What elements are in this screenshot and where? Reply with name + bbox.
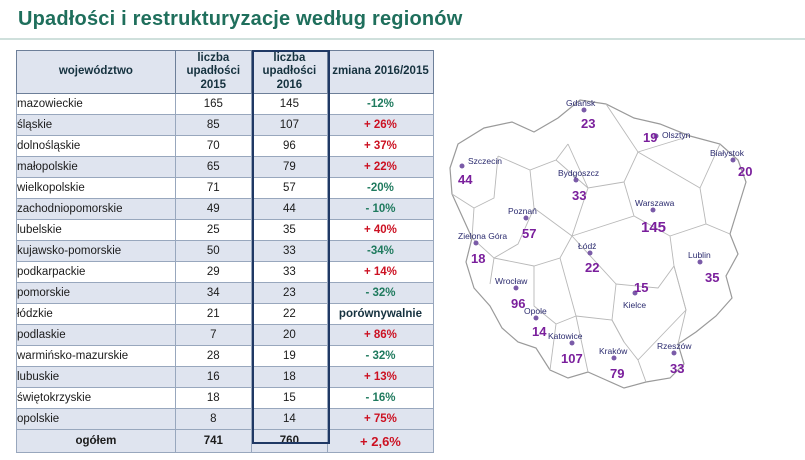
cell-2015: 29 [175,262,251,283]
city-value: 33 [572,188,587,203]
cell-change: + 26% [327,115,433,136]
city-dot [612,356,617,361]
cell-2016: 145 [251,94,327,115]
city-label: Zielona Góra [458,231,508,241]
table-row [17,409,434,430]
cell-2015: 65 [175,157,251,178]
cell-change: -20% [327,178,433,199]
page-title: Upadłości i restrukturyzacje według regionów [18,8,463,30]
city-label: Lublin [688,250,711,260]
cell-region: łódzkie [17,304,176,325]
table-header-row [17,51,434,94]
city-label: Bydgoszcz [558,168,600,178]
cell-2016: 23 [251,283,327,304]
city-value: 96 [511,296,526,311]
city-value: 22 [585,260,600,275]
cell-2015: 7 [175,325,251,346]
cell-region: dolnośląskie [17,136,176,157]
cell-region: małopolskie [17,157,176,178]
city-label: Białystok [710,148,745,158]
city-dot [588,251,593,256]
cell-region: zachodniopomorskie [17,199,176,220]
cell-2015: 85 [175,115,251,136]
total-2015: 741 [175,430,251,453]
table-row [17,325,434,346]
cell-region: pomorskie [17,283,176,304]
cell-change: + 13% [327,367,433,388]
cell-2016: 107 [251,115,327,136]
cell-region: śląskie [17,115,176,136]
cell-2016: 96 [251,136,327,157]
total-change: + 2,6% [327,430,433,453]
city-value: 145 [641,219,667,236]
regions-table-wrapper [16,50,434,453]
city-label: Wrocław [495,276,528,286]
cell-2015: 25 [175,220,251,241]
table-row [17,388,434,409]
cell-2016: 79 [251,157,327,178]
table-row [17,262,434,283]
city-dot [460,164,465,169]
cell-2015: 70 [175,136,251,157]
table-row [17,94,434,115]
city-dot [651,208,656,213]
city-value: 14 [532,324,547,339]
cell-2015: 16 [175,367,251,388]
cell-2016: 33 [251,262,327,283]
cell-2015: 21 [175,304,251,325]
table-row [17,283,434,304]
city-value: 35 [705,270,720,285]
cell-change: -12% [327,94,433,115]
cell-region: lubuskie [17,367,176,388]
city-value: 107 [561,351,583,366]
title-divider [0,38,805,40]
city-value: 33 [670,361,685,376]
cell-change: - 32% [327,346,433,367]
city-label: Warszawa [635,198,675,208]
city-label: Poznań [508,206,537,216]
total-label: ogółem [17,430,176,453]
map-regions [450,100,746,388]
city-label: Kraków [599,346,628,356]
cell-change: + 22% [327,157,433,178]
city-dot [731,158,736,163]
city-label: Kielce [623,300,647,310]
city-label: Katowice [548,331,583,341]
city-label: Gdańsk [566,98,596,108]
table-row [17,241,434,262]
city-dot [698,260,703,265]
table-row [17,220,434,241]
cell-change: porównywalnie [327,304,433,325]
cell-2016: 44 [251,199,327,220]
cell-2015: 165 [175,94,251,115]
cell-region: wielkopolskie [17,178,176,199]
cell-2016: 19 [251,346,327,367]
cell-2016: 20 [251,325,327,346]
cell-2016: 35 [251,220,327,241]
cell-2016: 15 [251,388,327,409]
table-row [17,199,434,220]
city-value: 44 [458,172,473,187]
header-2015: liczba upadłości 2015 [175,51,251,94]
city-value: 15 [634,280,649,295]
table-row [17,136,434,157]
table-row [17,115,434,136]
cell-change: + 37% [327,136,433,157]
cell-change: + 75% [327,409,433,430]
city-dot [582,108,587,113]
city-value: 79 [610,366,625,381]
header-2016: liczba upadłości 2016 [251,51,327,94]
city-dot [524,216,529,221]
table-row [17,304,434,325]
city-value: 20 [738,164,753,179]
cell-region: mazowieckie [17,94,176,115]
cell-2016: 22 [251,304,327,325]
cell-2015: 50 [175,241,251,262]
table-row [17,346,434,367]
city-dot [570,341,575,346]
cell-change: -34% [327,241,433,262]
city-label: Opole [524,306,547,316]
cell-2015: 34 [175,283,251,304]
city-label: Olsztyn [662,130,691,140]
cell-2016: 18 [251,367,327,388]
cell-2015: 49 [175,199,251,220]
cell-region: kujawsko-pomorskie [17,241,176,262]
city-dot [672,351,677,356]
city-dot [534,316,539,321]
cell-region: świętokrzyskie [17,388,176,409]
cell-2015: 18 [175,388,251,409]
cell-2015: 28 [175,346,251,367]
city-dot [514,286,519,291]
cell-2016: 14 [251,409,327,430]
city-label: Łódź [578,241,597,251]
table-body [17,94,434,453]
header-change: zmiana 2016/2015 [327,51,433,94]
cell-change: + 40% [327,220,433,241]
table-total-row [17,430,434,453]
cell-change: + 14% [327,262,433,283]
table-row [17,178,434,199]
table-head [17,51,434,94]
city-value: 19 [643,130,658,145]
poland-map-svg [438,48,798,448]
header-region: województwo [17,51,176,94]
cell-change: + 86% [327,325,433,346]
cell-change: - 16% [327,388,433,409]
table-row [17,157,434,178]
city-value: 57 [522,226,537,241]
cell-2015: 71 [175,178,251,199]
cell-2016: 33 [251,241,327,262]
poland-map [438,48,798,448]
cell-2016: 57 [251,178,327,199]
city-value: 23 [581,116,596,131]
city-label: Szczecin [468,156,503,166]
cell-region: podlaskie [17,325,176,346]
cell-region: opolskie [17,409,176,430]
table-row [17,367,434,388]
total-2016: 760 [251,430,327,453]
city-dot [474,241,479,246]
cell-2015: 8 [175,409,251,430]
cell-region: lubelskie [17,220,176,241]
regions-table [16,50,434,453]
city-dot [574,178,579,183]
city-value: 18 [471,251,486,266]
city-label: Rzeszów [657,341,692,351]
cell-region: podkarpackie [17,262,176,283]
cell-region: warmińsko-mazurskie [17,346,176,367]
cell-change: - 32% [327,283,433,304]
cell-change: - 10% [327,199,433,220]
